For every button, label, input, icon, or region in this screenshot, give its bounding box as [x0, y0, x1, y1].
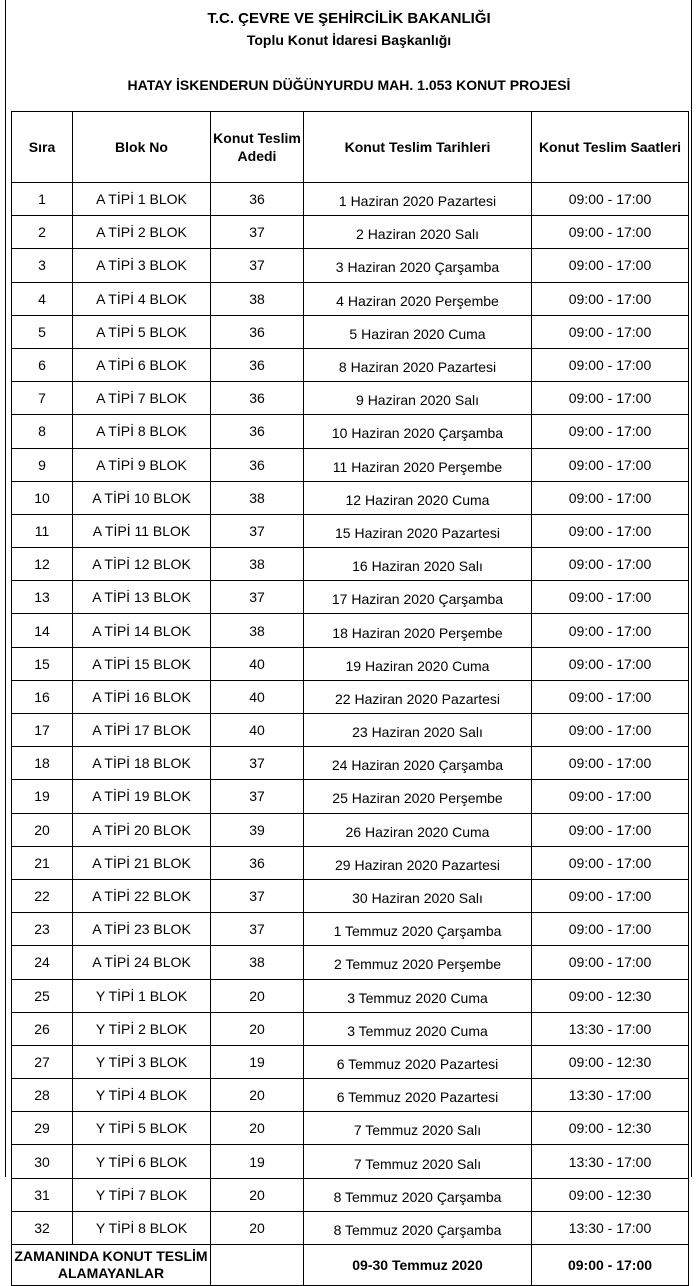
- cell-teslim-saati: 13:30 - 17:00: [532, 1012, 689, 1045]
- table-row: [12, 747, 689, 780]
- cell-teslim-tarihi: 1 Temmuz 2020 Çarşamba: [304, 913, 532, 946]
- cell-blok-no: A TİPİ 11 BLOK: [73, 514, 211, 547]
- cell-sira: 1: [12, 183, 73, 216]
- footer-row: [12, 1245, 689, 1286]
- table-row: [12, 1211, 689, 1244]
- cell-teslim-adedi: 40: [211, 647, 304, 680]
- cell-sira: 20: [12, 813, 73, 846]
- cell-blok-no: A TİPİ 23 BLOK: [73, 913, 211, 946]
- cell-teslim-saati: 09:00 - 17:00: [532, 846, 689, 879]
- cell-blok-no: A TİPİ 22 BLOK: [73, 879, 211, 912]
- cell-sira: 10: [12, 481, 73, 514]
- cell-blok-no: A TİPİ 3 BLOK: [73, 249, 211, 282]
- cell-sira: 14: [12, 614, 73, 647]
- cell-teslim-adedi: 37: [211, 249, 304, 282]
- cell-blok-no: A TİPİ 4 BLOK: [73, 282, 211, 315]
- cell-teslim-tarihi: 7 Temmuz 2020 Salı: [304, 1145, 532, 1178]
- cell-blok-no: A TİPİ 19 BLOK: [73, 780, 211, 813]
- cell-teslim-saati: 09:00 - 17:00: [532, 946, 689, 979]
- cell-teslim-saati: 09:00 - 17:00: [532, 780, 689, 813]
- cell-sira: 18: [12, 747, 73, 780]
- table-row: [12, 481, 689, 514]
- cell-sira: 25: [12, 979, 73, 1012]
- cell-teslim-saati: 09:00 - 17:00: [532, 448, 689, 481]
- cell-blok-no: A TİPİ 20 BLOK: [73, 813, 211, 846]
- table-row: [12, 1045, 689, 1078]
- cell-blok-no: A TİPİ 15 BLOK: [73, 647, 211, 680]
- cell-blok-no: Y TİPİ 5 BLOK: [73, 1112, 211, 1145]
- cell-blok-no: A TİPİ 8 BLOK: [73, 415, 211, 448]
- cell-teslim-saati: 09:00 - 17:00: [532, 614, 689, 647]
- cell-teslim-saati: 09:00 - 17:00: [532, 183, 689, 216]
- cell-sira: 4: [12, 282, 73, 315]
- cell-blok-no: A TİPİ 5 BLOK: [73, 315, 211, 348]
- cell-teslim-adedi: 36: [211, 846, 304, 879]
- cell-blok-no: Y TİPİ 4 BLOK: [73, 1079, 211, 1112]
- footer-empty-cell: [211, 1245, 304, 1286]
- cell-teslim-saati: 09:00 - 17:00: [532, 913, 689, 946]
- cell-teslim-tarihi: 8 Haziran 2020 Pazartesi: [304, 348, 532, 381]
- cell-teslim-tarihi: 26 Haziran 2020 Cuma: [304, 813, 532, 846]
- cell-teslim-saati: 09:00 - 17:00: [532, 813, 689, 846]
- cell-blok-no: Y TİPİ 6 BLOK: [73, 1145, 211, 1178]
- cell-teslim-adedi: 20: [211, 1211, 304, 1244]
- cell-teslim-saati: 09:00 - 17:00: [532, 879, 689, 912]
- table-row: [12, 879, 689, 912]
- cell-teslim-saati: 09:00 - 17:00: [532, 647, 689, 680]
- cell-teslim-tarihi: 5 Haziran 2020 Cuma: [304, 315, 532, 348]
- cell-teslim-saati: 09:00 - 17:00: [532, 714, 689, 747]
- table-row: [12, 216, 689, 249]
- cell-blok-no: A TİPİ 10 BLOK: [73, 481, 211, 514]
- cell-blok-no: A TİPİ 13 BLOK: [73, 581, 211, 614]
- cell-teslim-saati: 09:00 - 12:30: [532, 1045, 689, 1078]
- cell-sira: 5: [12, 315, 73, 348]
- cell-teslim-saati: 13:30 - 17:00: [532, 1145, 689, 1178]
- cell-teslim-tarihi: 3 Temmuz 2020 Cuma: [304, 1012, 532, 1045]
- cell-teslim-saati: 09:00 - 17:00: [532, 415, 689, 448]
- cell-teslim-adedi: 38: [211, 946, 304, 979]
- table-row: [12, 315, 689, 348]
- cell-teslim-tarihi: 24 Haziran 2020 Çarşamba: [304, 747, 532, 780]
- cell-teslim-tarihi: 6 Temmuz 2020 Pazartesi: [304, 1045, 532, 1078]
- cell-blok-no: A TİPİ 21 BLOK: [73, 846, 211, 879]
- cell-teslim-tarihi: 3 Temmuz 2020 Cuma: [304, 979, 532, 1012]
- cell-teslim-tarihi: 8 Temmuz 2020 Çarşamba: [304, 1211, 532, 1244]
- cell-teslim-adedi: 36: [211, 415, 304, 448]
- cell-sira: 24: [12, 946, 73, 979]
- cell-sira: 29: [12, 1112, 73, 1145]
- cell-teslim-tarihi: 9 Haziran 2020 Salı: [304, 382, 532, 415]
- cell-teslim-adedi: 36: [211, 382, 304, 415]
- cell-teslim-saati: 09:00 - 17:00: [532, 348, 689, 381]
- cell-teslim-saati: 09:00 - 17:00: [532, 514, 689, 547]
- cell-blok-no: Y TİPİ 3 BLOK: [73, 1045, 211, 1078]
- cell-sira: 8: [12, 415, 73, 448]
- cell-teslim-adedi: 19: [211, 1045, 304, 1078]
- cell-sira: 23: [12, 913, 73, 946]
- cell-sira: 9: [12, 448, 73, 481]
- cell-teslim-tarihi: 19 Haziran 2020 Cuma: [304, 647, 532, 680]
- cell-blok-no: A TİPİ 2 BLOK: [73, 216, 211, 249]
- header-teslim-tarihleri: Konut Teslim Tarihleri: [304, 112, 532, 183]
- cell-sira: 27: [12, 1045, 73, 1078]
- cell-teslim-adedi: 20: [211, 1178, 304, 1211]
- table-row: [12, 1145, 689, 1178]
- cell-teslim-adedi: 20: [211, 1012, 304, 1045]
- cell-teslim-saati: 09:00 - 17:00: [532, 481, 689, 514]
- cell-sira: 6: [12, 348, 73, 381]
- cell-teslim-adedi: 38: [211, 614, 304, 647]
- table-row: [12, 183, 689, 216]
- delivery-schedule-table: [11, 111, 689, 1286]
- footer-date: 09-30 Temmuz 2020: [304, 1245, 532, 1286]
- cell-sira: 17: [12, 714, 73, 747]
- cell-teslim-saati: 09:00 - 12:30: [532, 1178, 689, 1211]
- cell-blok-no: A TİPİ 7 BLOK: [73, 382, 211, 415]
- cell-teslim-adedi: 36: [211, 348, 304, 381]
- cell-teslim-tarihi: 12 Haziran 2020 Cuma: [304, 481, 532, 514]
- cell-teslim-tarihi: 17 Haziran 2020 Çarşamba: [304, 581, 532, 614]
- table-row: [12, 1079, 689, 1112]
- cell-teslim-tarihi: 8 Temmuz 2020 Çarşamba: [304, 1178, 532, 1211]
- cell-teslim-saati: 09:00 - 17:00: [532, 548, 689, 581]
- cell-sira: 31: [12, 1178, 73, 1211]
- header-teslim-saatleri: Konut Teslim Saatleri: [532, 112, 689, 183]
- table-row: [12, 846, 689, 879]
- table-row: [12, 913, 689, 946]
- cell-blok-no: A TİPİ 9 BLOK: [73, 448, 211, 481]
- cell-blok-no: Y TİPİ 2 BLOK: [73, 1012, 211, 1045]
- cell-teslim-adedi: 37: [211, 581, 304, 614]
- table-header-row: [12, 112, 689, 183]
- table-row: [12, 1012, 689, 1045]
- cell-teslim-tarihi: 6 Temmuz 2020 Pazartesi: [304, 1079, 532, 1112]
- cell-sira: 19: [12, 780, 73, 813]
- cell-sira: 2: [12, 216, 73, 249]
- cell-teslim-tarihi: 16 Haziran 2020 Salı: [304, 548, 532, 581]
- table-row: [12, 647, 689, 680]
- cell-teslim-adedi: 36: [211, 448, 304, 481]
- administration-title: Toplu Konut İdaresi Başkanlığı: [246, 32, 452, 48]
- cell-sira: 32: [12, 1211, 73, 1244]
- table-row: [12, 249, 689, 282]
- table-row: [12, 415, 689, 448]
- cell-teslim-saati: 09:00 - 17:00: [532, 680, 689, 713]
- cell-teslim-adedi: 38: [211, 282, 304, 315]
- table-row: [12, 514, 689, 547]
- cell-teslim-adedi: 37: [211, 747, 304, 780]
- cell-blok-no: Y TİPİ 1 BLOK: [73, 979, 211, 1012]
- table-row: [12, 714, 689, 747]
- cell-teslim-tarihi: 30 Haziran 2020 Salı: [304, 879, 532, 912]
- cell-teslim-tarihi: 2 Haziran 2020 Salı: [304, 216, 532, 249]
- header-blok-no: Blok No: [73, 112, 211, 183]
- cell-sira: 3: [12, 249, 73, 282]
- table-row: [12, 813, 689, 846]
- cell-blok-no: A TİPİ 18 BLOK: [73, 747, 211, 780]
- cell-teslim-saati: 09:00 - 17:00: [532, 747, 689, 780]
- cell-teslim-saati: 09:00 - 17:00: [532, 282, 689, 315]
- cell-blok-no: A TİPİ 17 BLOK: [73, 714, 211, 747]
- cell-teslim-saati: 13:30 - 17:00: [532, 1211, 689, 1244]
- cell-teslim-adedi: 37: [211, 216, 304, 249]
- cell-sira: 13: [12, 581, 73, 614]
- cell-teslim-tarihi: 4 Haziran 2020 Perşembe: [304, 282, 532, 315]
- cell-blok-no: A TİPİ 24 BLOK: [73, 946, 211, 979]
- header-teslim-adedi: Konut Teslim Adedi: [211, 112, 304, 183]
- cell-blok-no: Y TİPİ 8 BLOK: [73, 1211, 211, 1244]
- cell-blok-no: Y TİPİ 7 BLOK: [73, 1178, 211, 1211]
- cell-teslim-adedi: 40: [211, 680, 304, 713]
- table-row: [12, 614, 689, 647]
- table-row: [12, 348, 689, 381]
- cell-teslim-adedi: 38: [211, 481, 304, 514]
- cell-teslim-adedi: 40: [211, 714, 304, 747]
- table-row: [12, 448, 689, 481]
- ministry-title: T.C. ÇEVRE VE ŞEHİRCİLİK BAKANLIĞI: [207, 10, 491, 27]
- table-row: [12, 282, 689, 315]
- cell-teslim-adedi: 37: [211, 913, 304, 946]
- cell-teslim-adedi: 37: [211, 780, 304, 813]
- cell-sira: 28: [12, 1079, 73, 1112]
- cell-sira: 26: [12, 1012, 73, 1045]
- cell-sira: 11: [12, 514, 73, 547]
- cell-teslim-adedi: 37: [211, 879, 304, 912]
- cell-teslim-saati: 09:00 - 17:00: [532, 249, 689, 282]
- cell-teslim-adedi: 39: [211, 813, 304, 846]
- cell-teslim-tarihi: 2 Temmuz 2020 Perşembe: [304, 946, 532, 979]
- cell-sira: 21: [12, 846, 73, 879]
- table-row: [12, 979, 689, 1012]
- cell-teslim-tarihi: 10 Haziran 2020 Çarşamba: [304, 415, 532, 448]
- table-row: [12, 548, 689, 581]
- cell-teslim-adedi: 20: [211, 979, 304, 1012]
- header-sira: Sıra: [12, 112, 73, 183]
- cell-teslim-tarihi: 29 Haziran 2020 Pazartesi: [304, 846, 532, 879]
- table-row: [12, 1112, 689, 1145]
- cell-teslim-saati: 09:00 - 12:30: [532, 979, 689, 1012]
- cell-teslim-tarihi: 25 Haziran 2020 Perşembe: [304, 780, 532, 813]
- cell-blok-no: A TİPİ 1 BLOK: [73, 183, 211, 216]
- table-row: [12, 1178, 689, 1211]
- cell-teslim-adedi: 20: [211, 1112, 304, 1145]
- cell-teslim-adedi: 36: [211, 183, 304, 216]
- cell-teslim-saati: 09:00 - 17:00: [532, 581, 689, 614]
- table-row: [12, 780, 689, 813]
- cell-blok-no: A TİPİ 12 BLOK: [73, 548, 211, 581]
- cell-teslim-saati: 09:00 - 17:00: [532, 216, 689, 249]
- cell-blok-no: A TİPİ 16 BLOK: [73, 680, 211, 713]
- cell-sira: 7: [12, 382, 73, 415]
- cell-teslim-saati: 09:00 - 12:30: [532, 1112, 689, 1145]
- cell-teslim-saati: 09:00 - 17:00: [532, 315, 689, 348]
- table-row: [12, 382, 689, 415]
- cell-teslim-tarihi: 1 Haziran 2020 Pazartesi: [304, 183, 532, 216]
- footer-hours: 09:00 - 17:00: [532, 1245, 689, 1286]
- cell-teslim-tarihi: 11 Haziran 2020 Perşembe: [304, 448, 532, 481]
- table-row: [12, 680, 689, 713]
- cell-teslim-adedi: 19: [211, 1145, 304, 1178]
- project-title: HATAY İSKENDERUN DÜĞÜNYURDU MAH. 1.053 KONUT PROJESİ: [127, 77, 571, 93]
- cell-teslim-saati: 09:00 - 17:00: [532, 382, 689, 415]
- cell-teslim-tarihi: 7 Temmuz 2020 Salı: [304, 1112, 532, 1145]
- cell-teslim-tarihi: 23 Haziran 2020 Salı: [304, 714, 532, 747]
- cell-teslim-tarihi: 3 Haziran 2020 Çarşamba: [304, 249, 532, 282]
- cell-teslim-saati: 13:30 - 17:00: [532, 1079, 689, 1112]
- cell-sira: 22: [12, 879, 73, 912]
- cell-teslim-adedi: 36: [211, 315, 304, 348]
- table-row: [12, 946, 689, 979]
- cell-blok-no: A TİPİ 14 BLOK: [73, 614, 211, 647]
- cell-sira: 12: [12, 548, 73, 581]
- cell-blok-no: A TİPİ 6 BLOK: [73, 348, 211, 381]
- cell-sira: 16: [12, 680, 73, 713]
- cell-teslim-tarihi: 15 Haziran 2020 Pazartesi: [304, 514, 532, 547]
- cell-teslim-adedi: 38: [211, 548, 304, 581]
- cell-teslim-adedi: 20: [211, 1079, 304, 1112]
- table-row: [12, 581, 689, 614]
- cell-sira: 30: [12, 1145, 73, 1178]
- cell-sira: 15: [12, 647, 73, 680]
- footer-label: ZAMANINDA KONUT TESLİM ALAMAYANLAR: [12, 1245, 211, 1286]
- cell-teslim-adedi: 37: [211, 514, 304, 547]
- cell-teslim-tarihi: 18 Haziran 2020 Perşembe: [304, 614, 532, 647]
- cell-teslim-tarihi: 22 Haziran 2020 Pazartesi: [304, 680, 532, 713]
